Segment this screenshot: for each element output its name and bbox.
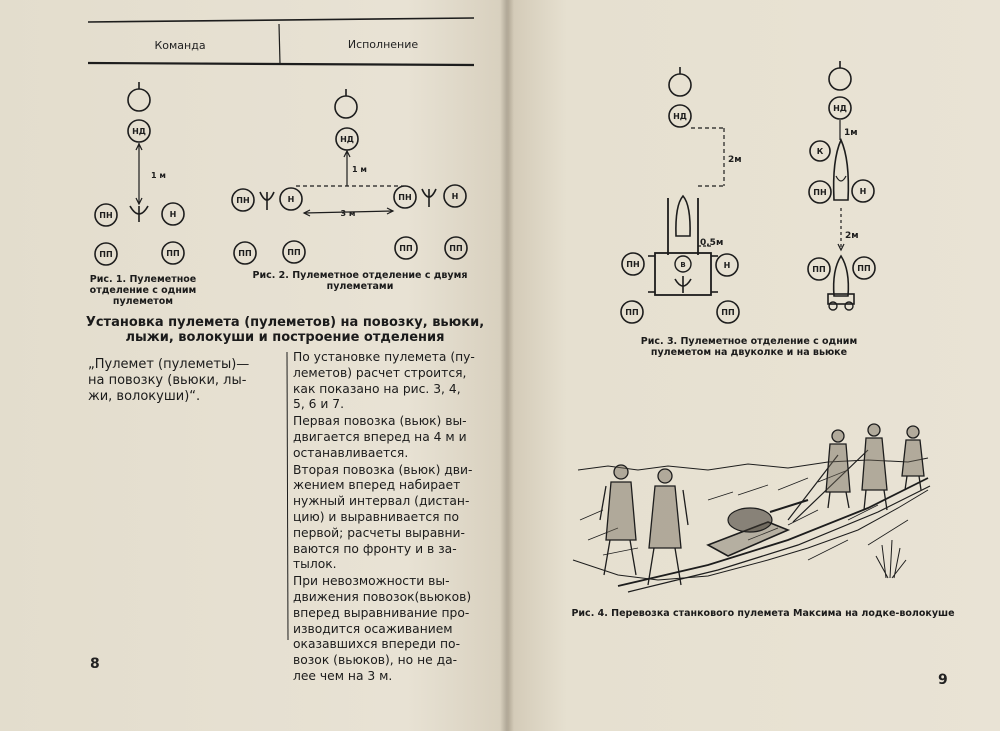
fig2-pn-label-1: ПН xyxy=(236,196,250,205)
fig1-pp-label-right: ПП xyxy=(166,249,180,258)
fig3b-n-label: Н xyxy=(859,187,867,196)
fig1-caption-line-2: отделение с одним xyxy=(89,285,197,296)
fig4-soldiers-left xyxy=(600,465,688,585)
figure-1 xyxy=(95,82,184,265)
figure-2 xyxy=(232,89,467,264)
fig1-n-label: Н xyxy=(169,210,177,219)
header-execution: Исполнение xyxy=(347,38,419,51)
fig1-commander-circle xyxy=(128,89,150,111)
fig3b-horse-2 xyxy=(834,256,849,296)
fig3a-nd-label: НД xyxy=(673,112,687,121)
fig3-caption-line-1: Рис. 3. Пулеметное отделение с одним xyxy=(640,336,858,347)
section-title-line-1: Установка пулемета (пулеметов) на повозку, вьюки, xyxy=(85,315,485,330)
fig4-shrub xyxy=(876,540,906,578)
fig2-n-label-1: Н xyxy=(287,195,295,204)
fig2-pp-label-2: ПП xyxy=(287,248,301,257)
header-command: Команда xyxy=(154,39,206,52)
execution-paragraph-4: При невозможности вы- движения повозок(вьюков) вперед выравнивание про- изводится осаживанием оказавшихся впереди по- возок (вьюков), но не да- лее чем на 3 м. xyxy=(293,574,472,683)
execution-paragraph-3: Вторая повозка (вьюк) дви- жением вперед набирает нужный интервал (дистан- цию) и выравнивается по первой; расчеты выравни- ваются по фронту и в за- тылок. xyxy=(293,462,473,572)
fig3b-commander-circle xyxy=(829,68,851,90)
fig3a-distance-05m: 0,5м xyxy=(700,238,724,248)
fig3b-pp-label-right: ПП xyxy=(857,264,871,273)
fig4-machine-gun xyxy=(728,508,772,532)
fig2-commander-circle xyxy=(335,96,357,118)
fig3b-horse-body xyxy=(834,140,849,200)
fig2-distance-horizontal-label: 3 м xyxy=(340,209,356,218)
fig3-caption xyxy=(616,336,882,358)
figure-3-cart xyxy=(621,67,739,323)
page-number-left: 8 xyxy=(90,656,100,672)
fig1-caption xyxy=(88,274,198,307)
right-page xyxy=(508,0,1000,731)
section-title xyxy=(85,315,485,345)
fig2-caption-line-1: Рис. 2. Пулеметное отделение с двумя xyxy=(252,270,468,281)
command-line-1: „Пулемет (пулеметы)— xyxy=(88,357,250,372)
table-column-divider xyxy=(279,24,280,64)
fig2-n-label-2: Н xyxy=(451,192,459,201)
fig3b-pp-label-left: ПП xyxy=(812,265,826,274)
fig3a-v-label: В xyxy=(680,261,686,269)
fig3a-horse-shape xyxy=(676,196,690,236)
figure-4-illustration xyxy=(573,424,930,592)
fig3a-commander-circle xyxy=(669,74,691,96)
fig3b-nd-label: НД xyxy=(833,104,847,113)
fig2-pn-label-2: ПН xyxy=(398,193,412,202)
table-header-rule xyxy=(88,63,474,65)
fig1-pn-label: ПН xyxy=(99,211,113,220)
command-text xyxy=(88,357,276,405)
page-number-right: 9 xyxy=(938,672,948,688)
book-gutter xyxy=(500,0,514,731)
fig2-caption xyxy=(240,270,480,292)
fig1-caption-line-3: пулеметом xyxy=(112,296,174,307)
fig3b-distance-2m: 2м xyxy=(845,231,859,241)
fig3b-distance-1m: 1м xyxy=(844,128,858,138)
fig3-caption-line-2: пулеметом на двуколке и на вьюке xyxy=(650,347,848,358)
fig3a-n-label: Н xyxy=(723,261,731,270)
fig1-distance-label: 1 м xyxy=(151,171,166,180)
fig2-nd-label: НД xyxy=(340,135,354,144)
section-title-line-2: лыжи, волокуши и построение отделения xyxy=(125,330,445,345)
fig3b-k-label: К xyxy=(816,147,824,156)
fig3b-pn-label: ПН xyxy=(813,188,827,197)
execution-text xyxy=(293,350,479,686)
table-top-rule xyxy=(88,18,474,22)
fig3a-distance-2m: 2м xyxy=(728,155,742,165)
fig2-distance-vertical-label: 1 м xyxy=(352,165,367,174)
command-line-3: жи, волокуши)“. xyxy=(88,389,201,404)
execution-paragraph-2: Первая повозка (вьюк) вы- двигается вперед на 4 м и останавливается. xyxy=(293,414,467,460)
fig2-caption-line-2: пулеметами xyxy=(326,281,394,292)
fig4-soldiers-right xyxy=(826,424,924,510)
fig2-pp-label-1: ПП xyxy=(238,249,252,258)
execution-paragraph-1: По установке пулемета (пу- леметов) расчет строится, как показано на рис. 3, 4, 5, 6 и 7. xyxy=(293,350,475,412)
fig2-pp-label-3: ПП xyxy=(399,244,413,253)
fig2-pp-label-4: ПП xyxy=(449,244,463,253)
fig1-caption-line-1: Рис. 1. Пулеметное xyxy=(89,274,197,285)
command-line-2: на повозку (вьюки, лы- xyxy=(88,373,247,388)
fig1-nd-label: НД xyxy=(132,127,146,136)
fig4-caption: Рис. 4. Перевозка станкового пулемета Максима на лодке-волокуше xyxy=(571,608,955,619)
fig3a-cart-shafts xyxy=(668,198,698,255)
right-page-figures xyxy=(508,0,1000,731)
fig1-pp-label-left: ПП xyxy=(99,250,113,259)
fig3a-pn-label: ПН xyxy=(626,260,640,269)
fig3a-pp-label-left: ПП xyxy=(625,308,639,317)
fig3a-pp-label-right: ПП xyxy=(721,308,735,317)
